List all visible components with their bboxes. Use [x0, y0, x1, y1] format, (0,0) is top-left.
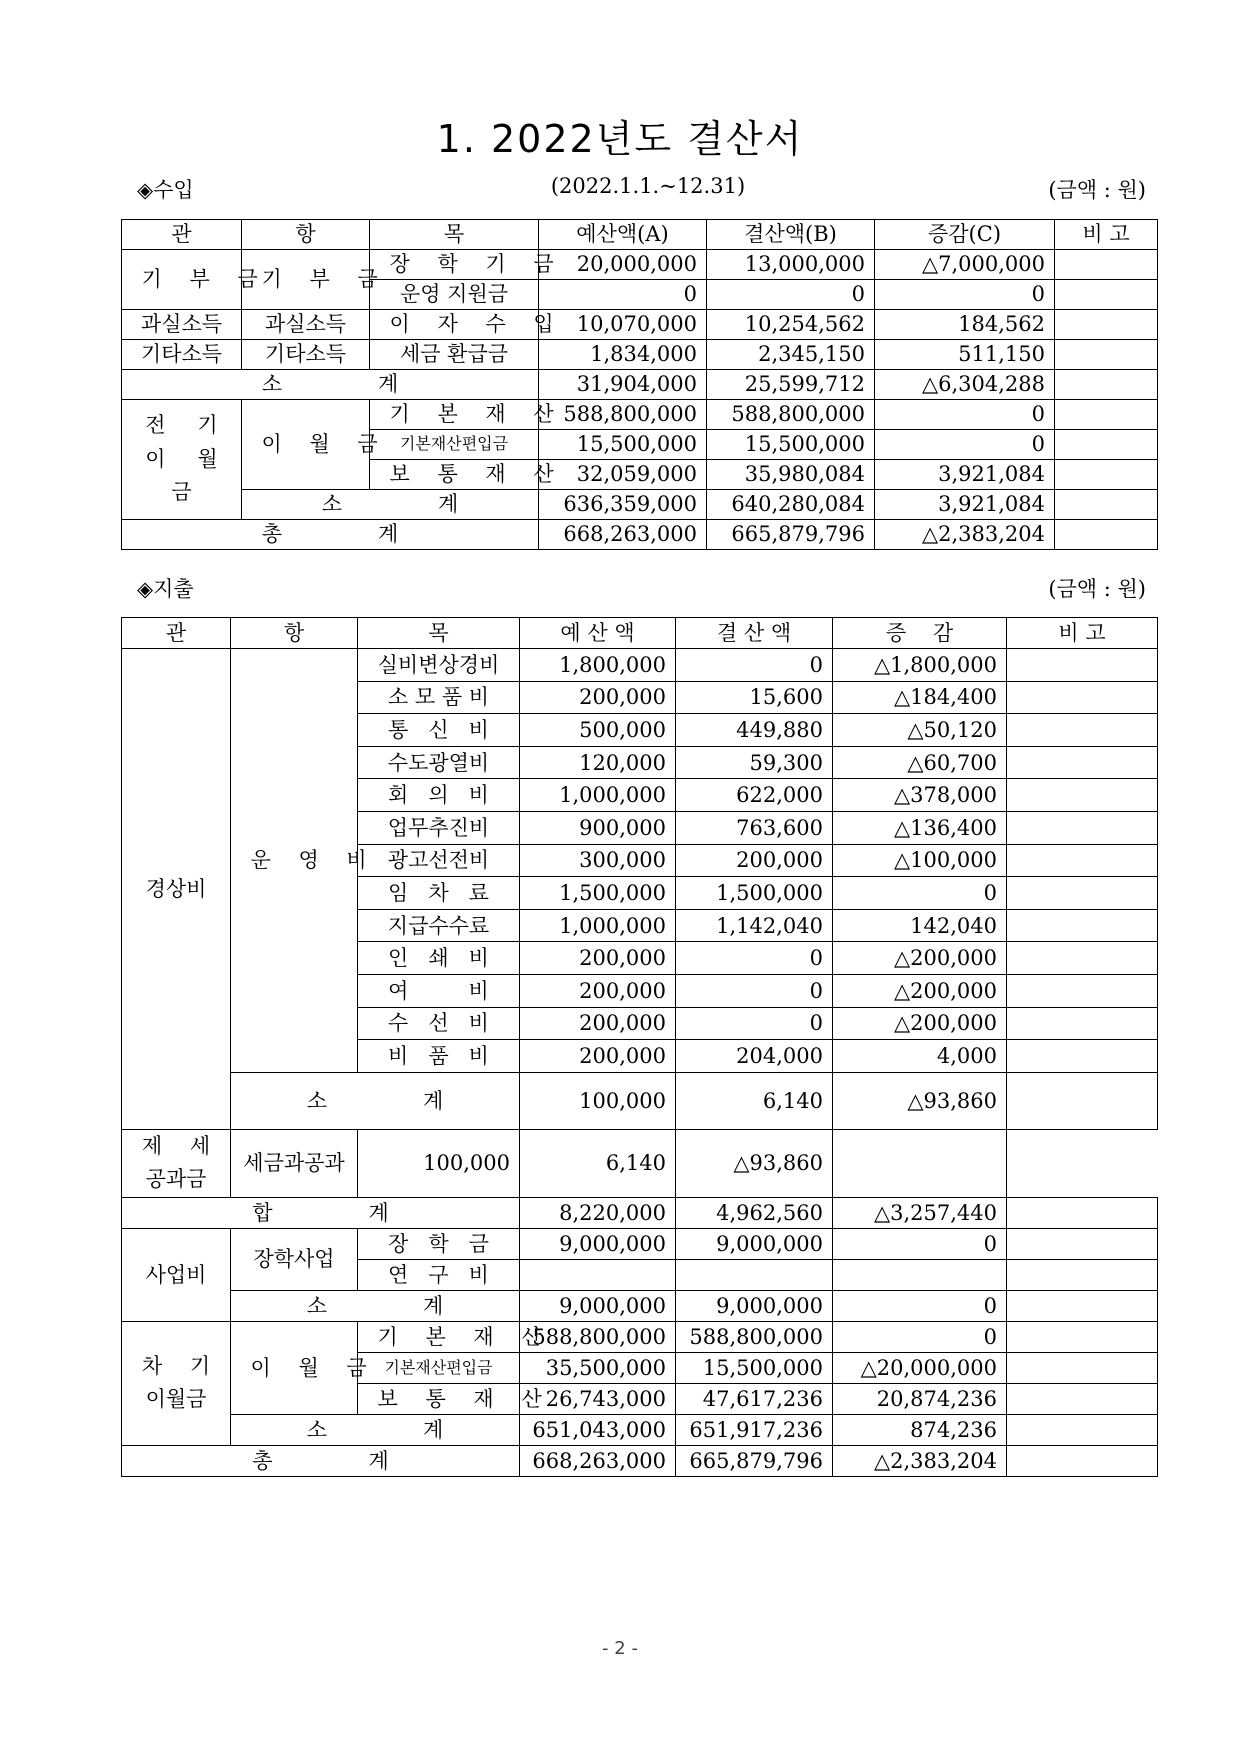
- expense-label: ◈지출: [137, 577, 194, 601]
- budget-cell: 32,059,000: [539, 460, 707, 490]
- budget-cell: 1,000,000: [520, 909, 676, 942]
- tax-row: [122, 1129, 1158, 1197]
- note-cell: [833, 1129, 1007, 1197]
- subtotal-label-b: 계: [423, 1293, 444, 1318]
- header-settled: 결산액(B): [707, 220, 875, 250]
- settled-cell: 15,500,000: [676, 1352, 833, 1383]
- hang-cell: [122, 1129, 231, 1197]
- note-cell: [1007, 1445, 1158, 1476]
- header-settled: 결 산 액: [676, 618, 833, 649]
- carry-gwan-cell: [122, 400, 242, 520]
- settled-cell: 13,000,000: [707, 250, 875, 280]
- sum-row: [122, 1197, 1158, 1228]
- hang-cell: 운 영 비: [231, 649, 358, 1073]
- note-cell: [1007, 1072, 1158, 1129]
- gwan-cell: 사업비: [122, 1228, 231, 1321]
- note-cell: [1007, 909, 1158, 942]
- budget-cell: 35,500,000: [520, 1352, 676, 1383]
- mok-cell: 기본재산편입금: [358, 1352, 520, 1383]
- total-label-a: 총: [261, 522, 282, 547]
- mok-cell: 장 학 기 금: [370, 250, 539, 280]
- settled-cell: 15,600: [676, 681, 833, 714]
- mok-cell: 수도광열비: [358, 746, 520, 779]
- note-cell: [1007, 779, 1158, 812]
- settled-cell: 0: [676, 942, 833, 975]
- mok-cell: 소 모 품 비: [358, 681, 520, 714]
- mok-cell: 보 통 재 산: [370, 460, 539, 490]
- table-row: [122, 250, 1158, 280]
- diff-cell: △60,700: [833, 746, 1007, 779]
- diff-cell: △3,257,440: [833, 1197, 1007, 1228]
- settled-cell: 449,880: [676, 714, 833, 747]
- settled-cell: 0: [676, 1007, 833, 1040]
- header-note: 비 고: [1055, 220, 1158, 250]
- settled-cell: 6,140: [520, 1129, 676, 1197]
- header-mok: 목: [358, 618, 520, 649]
- income-period: (2022.1.1.~12.31): [550, 174, 746, 198]
- note-cell: [1055, 310, 1158, 340]
- note-cell: [1055, 460, 1158, 490]
- sum-label-b: 계: [368, 1200, 389, 1225]
- settled-cell: 622,000: [676, 779, 833, 812]
- settled-cell: [676, 1259, 833, 1290]
- note-cell: [1007, 974, 1158, 1007]
- settled-cell: 10,254,562: [707, 310, 875, 340]
- mok-cell: 기본재산편입금: [370, 430, 539, 460]
- diff-cell: △2,383,204: [833, 1445, 1007, 1476]
- note-cell: [1055, 280, 1158, 310]
- diff-cell: 184,562: [875, 310, 1055, 340]
- note-cell: [1007, 811, 1158, 844]
- budget-cell: 20,000,000: [539, 250, 707, 280]
- budget-cell: 651,043,000: [520, 1414, 676, 1445]
- gwan-line2: 이월금: [145, 1387, 207, 1412]
- note-cell: [1007, 877, 1158, 910]
- diff-cell: [833, 1259, 1007, 1290]
- page-title: 1. 2022년도 결산서: [436, 117, 804, 161]
- subtotal-row: [122, 370, 1158, 400]
- budget-cell: 31,904,000: [539, 370, 707, 400]
- budget-cell: 1,000,000: [520, 779, 676, 812]
- settled-cell: 0: [676, 974, 833, 1007]
- diff-cell: 0: [833, 1290, 1007, 1321]
- note-cell: [1055, 490, 1158, 520]
- subtotal-row: [122, 1072, 1158, 1129]
- mok-cell: 운영 지원금: [370, 280, 539, 310]
- carry-hang-cell: 이 월 금: [242, 400, 370, 490]
- diff-cell: △93,860: [833, 1072, 1007, 1129]
- subtotal-label-a: 소: [321, 492, 342, 517]
- hang-cell: 기 부 금: [242, 250, 370, 310]
- settled-cell: 15,500,000: [707, 430, 875, 460]
- expense-header-row: [122, 618, 1158, 649]
- mok-cell: 업무추진비: [358, 811, 520, 844]
- subtotal-label-b: 계: [438, 492, 459, 517]
- total-label-b: 계: [368, 1448, 389, 1473]
- mok-cell: 이 자 수 입: [370, 310, 539, 340]
- header-mok: 목: [370, 220, 539, 250]
- note-cell: [1007, 746, 1158, 779]
- subtotal-row: [122, 1414, 1158, 1445]
- subtotal-label-b: 계: [378, 372, 399, 397]
- gwan-cell: 기 부 금: [122, 250, 242, 310]
- budget-cell: 9,000,000: [520, 1228, 676, 1259]
- budget-cell: 668,263,000: [539, 520, 707, 550]
- diff-cell: 0: [875, 430, 1055, 460]
- budget-cell: 200,000: [520, 1007, 676, 1040]
- subtotal-label-a: 소: [306, 1293, 327, 1318]
- header-diff: 증 감: [833, 618, 1007, 649]
- note-cell: [1007, 714, 1158, 747]
- note-cell: [1007, 1352, 1158, 1383]
- diff-cell: 4,000: [833, 1040, 1007, 1073]
- mok-cell: 광고선전비: [358, 844, 520, 877]
- budget-cell: 200,000: [520, 1040, 676, 1073]
- mok-cell: 장 학 금: [358, 1228, 520, 1259]
- sum-label-a: 합: [252, 1200, 273, 1225]
- total-label-b: 계: [378, 522, 399, 547]
- mok-cell: 수 선 비: [358, 1007, 520, 1040]
- table-row: [122, 310, 1158, 340]
- budget-cell: 9,000,000: [520, 1290, 676, 1321]
- budget-cell: 1,800,000: [520, 649, 676, 682]
- gwan-cell: [122, 1321, 231, 1445]
- settled-cell: 6,140: [676, 1072, 833, 1129]
- diff-cell: 874,236: [833, 1414, 1007, 1445]
- budget-cell: 200,000: [520, 942, 676, 975]
- income-label: ◈수입: [137, 178, 194, 202]
- note-cell: [1007, 1007, 1158, 1040]
- settled-cell: 1,500,000: [676, 877, 833, 910]
- budget-cell: 1,500,000: [520, 877, 676, 910]
- note-cell: [1007, 649, 1158, 682]
- table-row: [122, 1321, 1158, 1352]
- settled-cell: 35,980,084: [707, 460, 875, 490]
- carry-gwan-line1: 전 기: [145, 413, 231, 438]
- diff-cell: 3,921,084: [875, 460, 1055, 490]
- subtotal-row: [122, 1290, 1158, 1321]
- note-cell: [1007, 1383, 1158, 1414]
- diff-cell: △184,400: [833, 681, 1007, 714]
- settled-cell: 0: [676, 649, 833, 682]
- diff-cell: 3,921,084: [875, 490, 1055, 520]
- diff-cell: 20,874,236: [833, 1383, 1007, 1414]
- carry-gwan-line2: 이 월 금: [145, 446, 231, 505]
- budget-cell: 1,834,000: [539, 340, 707, 370]
- diff-cell: 0: [875, 400, 1055, 430]
- header-budget: 예산액(A): [539, 220, 707, 250]
- header-gwan: 관: [122, 220, 242, 250]
- mok-cell: 기 본 재 산: [358, 1321, 520, 1352]
- diff-cell: △6,304,288: [875, 370, 1055, 400]
- note-cell: [1055, 370, 1158, 400]
- header-note: 비 고: [1007, 618, 1158, 649]
- settled-cell: 47,617,236: [676, 1383, 833, 1414]
- diff-cell: △200,000: [833, 974, 1007, 1007]
- income-table: [121, 219, 1158, 550]
- mok-cell: 통 신 비: [358, 714, 520, 747]
- subtotal-label-a: 소: [261, 372, 282, 397]
- budget-cell: 200,000: [520, 681, 676, 714]
- gwan-cell: 과실소득: [122, 310, 242, 340]
- header-gwan: 관: [122, 618, 231, 649]
- budget-cell: 15,500,000: [539, 430, 707, 460]
- hang-cell: 장학사업: [231, 1228, 358, 1290]
- mok-cell: 비 품 비: [358, 1040, 520, 1073]
- hang-line2: 공과금: [145, 1167, 207, 1192]
- budget-cell: 200,000: [520, 974, 676, 1007]
- subtotal-label: [122, 370, 539, 400]
- settled-cell: 1,142,040: [676, 909, 833, 942]
- mok-cell: 인 쇄 비: [358, 942, 520, 975]
- diff-cell: △1,800,000: [833, 649, 1007, 682]
- note-cell: [1055, 430, 1158, 460]
- note-cell: [1055, 250, 1158, 280]
- settled-cell: 0: [707, 280, 875, 310]
- subtotal-label-b: 계: [423, 1417, 444, 1442]
- diff-cell: 0: [833, 877, 1007, 910]
- note-cell: [1007, 1290, 1158, 1321]
- budget-cell: 120,000: [520, 746, 676, 779]
- header-diff: 증감(C): [875, 220, 1055, 250]
- income-header-row: [122, 220, 1158, 250]
- diff-cell: △136,400: [833, 811, 1007, 844]
- budget-cell: 900,000: [520, 811, 676, 844]
- income-unit: (금액 : 원): [1048, 178, 1146, 202]
- subtotal-label: [242, 490, 539, 520]
- diff-cell: △2,383,204: [875, 520, 1055, 550]
- table-row: [122, 400, 1158, 430]
- page-number: - 2 -: [602, 1638, 638, 1659]
- budget-cell: 100,000: [358, 1129, 520, 1197]
- subtotal-label: [231, 1290, 520, 1321]
- settled-cell: 665,879,796: [707, 520, 875, 550]
- gwan-cell: 기타소득: [122, 340, 242, 370]
- total-row: [122, 520, 1158, 550]
- total-label-a: 총: [252, 1448, 273, 1473]
- note-cell: [1007, 1228, 1158, 1259]
- settled-cell: 651,917,236: [676, 1414, 833, 1445]
- table-row: [122, 649, 1158, 682]
- note-cell: [1055, 340, 1158, 370]
- total-label: [122, 520, 539, 550]
- diff-cell: 0: [833, 1228, 1007, 1259]
- note-cell: [1007, 1197, 1158, 1228]
- budget-cell: 100,000: [520, 1072, 676, 1129]
- budget-cell: 500,000: [520, 714, 676, 747]
- diff-cell: 142,040: [833, 909, 1007, 942]
- table-row: [122, 1228, 1158, 1259]
- mok-cell: 지급수수료: [358, 909, 520, 942]
- mok-cell: 연 구 비: [358, 1259, 520, 1290]
- diff-cell: △378,000: [833, 779, 1007, 812]
- diff-cell: △93,860: [676, 1129, 833, 1197]
- hang-cell: 기타소득: [242, 340, 370, 370]
- diff-cell: △100,000: [833, 844, 1007, 877]
- settled-cell: 2,345,150: [707, 340, 875, 370]
- gwan-line1: 차 기: [141, 1353, 221, 1378]
- sum-label: [122, 1197, 520, 1228]
- budget-cell: 300,000: [520, 844, 676, 877]
- diff-cell: △50,120: [833, 714, 1007, 747]
- budget-cell: 0: [539, 280, 707, 310]
- budget-cell: 636,359,000: [539, 490, 707, 520]
- settled-cell: 25,599,712: [707, 370, 875, 400]
- total-label: [122, 1445, 520, 1476]
- budget-cell: 26,743,000: [520, 1383, 676, 1414]
- mok-cell: 세금과공과: [231, 1129, 358, 1197]
- settled-cell: 588,800,000: [707, 400, 875, 430]
- budget-cell: 588,800,000: [520, 1321, 676, 1352]
- settled-cell: 640,280,084: [707, 490, 875, 520]
- settled-cell: 200,000: [676, 844, 833, 877]
- header-hang: 항: [231, 618, 358, 649]
- note-cell: [1007, 1414, 1158, 1445]
- subtotal-row: [122, 490, 1158, 520]
- note-cell: [1055, 520, 1158, 550]
- note-cell: [1007, 844, 1158, 877]
- subtotal-label-a: 소: [306, 1088, 327, 1113]
- budget-cell: 668,263,000: [520, 1445, 676, 1476]
- note-cell: [1007, 942, 1158, 975]
- mok-cell: 임 차 료: [358, 877, 520, 910]
- settled-cell: 204,000: [676, 1040, 833, 1073]
- hang-line1: 제 세: [141, 1133, 221, 1158]
- expense-unit: (금액 : 원): [1048, 577, 1146, 601]
- mok-cell: 보 통 재 산: [358, 1383, 520, 1414]
- settled-cell: 588,800,000: [676, 1321, 833, 1352]
- note-cell: [1007, 1321, 1158, 1352]
- settled-cell: 763,600: [676, 811, 833, 844]
- mok-cell: 실비변상경비: [358, 649, 520, 682]
- hang-cell: 과실소득: [242, 310, 370, 340]
- budget-cell: 10,070,000: [539, 310, 707, 340]
- diff-cell: △7,000,000: [875, 250, 1055, 280]
- budget-cell: 8,220,000: [520, 1197, 676, 1228]
- header-budget: 예 산 액: [520, 618, 676, 649]
- diff-cell: 0: [875, 280, 1055, 310]
- mok-cell: 기 본 재 산: [370, 400, 539, 430]
- subtotal-label: [231, 1072, 520, 1129]
- budget-cell: [520, 1259, 676, 1290]
- diff-cell: △20,000,000: [833, 1352, 1007, 1383]
- note-cell: [1007, 681, 1158, 714]
- subtotal-label-b: 계: [423, 1088, 444, 1113]
- subtotal-label: [231, 1414, 520, 1445]
- subtotal-label-a: 소: [306, 1417, 327, 1442]
- note-cell: [1055, 400, 1158, 430]
- total-row: [122, 1445, 1158, 1476]
- note-cell: [1007, 1259, 1158, 1290]
- expense-table: [121, 617, 1158, 1477]
- gwan-cell: 경상비: [122, 649, 231, 1130]
- diff-cell: 0: [833, 1321, 1007, 1352]
- note-cell: [1007, 1040, 1158, 1073]
- table-row: [122, 340, 1158, 370]
- budget-cell: 588,800,000: [539, 400, 707, 430]
- hang-cell: 이 월 금: [231, 1321, 358, 1414]
- diff-cell: △200,000: [833, 942, 1007, 975]
- header-hang: 항: [242, 220, 370, 250]
- mok-cell: 여 비: [358, 974, 520, 1007]
- settled-cell: 4,962,560: [676, 1197, 833, 1228]
- settled-cell: 9,000,000: [676, 1290, 833, 1321]
- diff-cell: △200,000: [833, 1007, 1007, 1040]
- mok-cell: 세금 환급금: [370, 340, 539, 370]
- diff-cell: 511,150: [875, 340, 1055, 370]
- settled-cell: 59,300: [676, 746, 833, 779]
- settled-cell: 9,000,000: [676, 1228, 833, 1259]
- mok-cell: 회 의 비: [358, 779, 520, 812]
- settled-cell: 665,879,796: [676, 1445, 833, 1476]
